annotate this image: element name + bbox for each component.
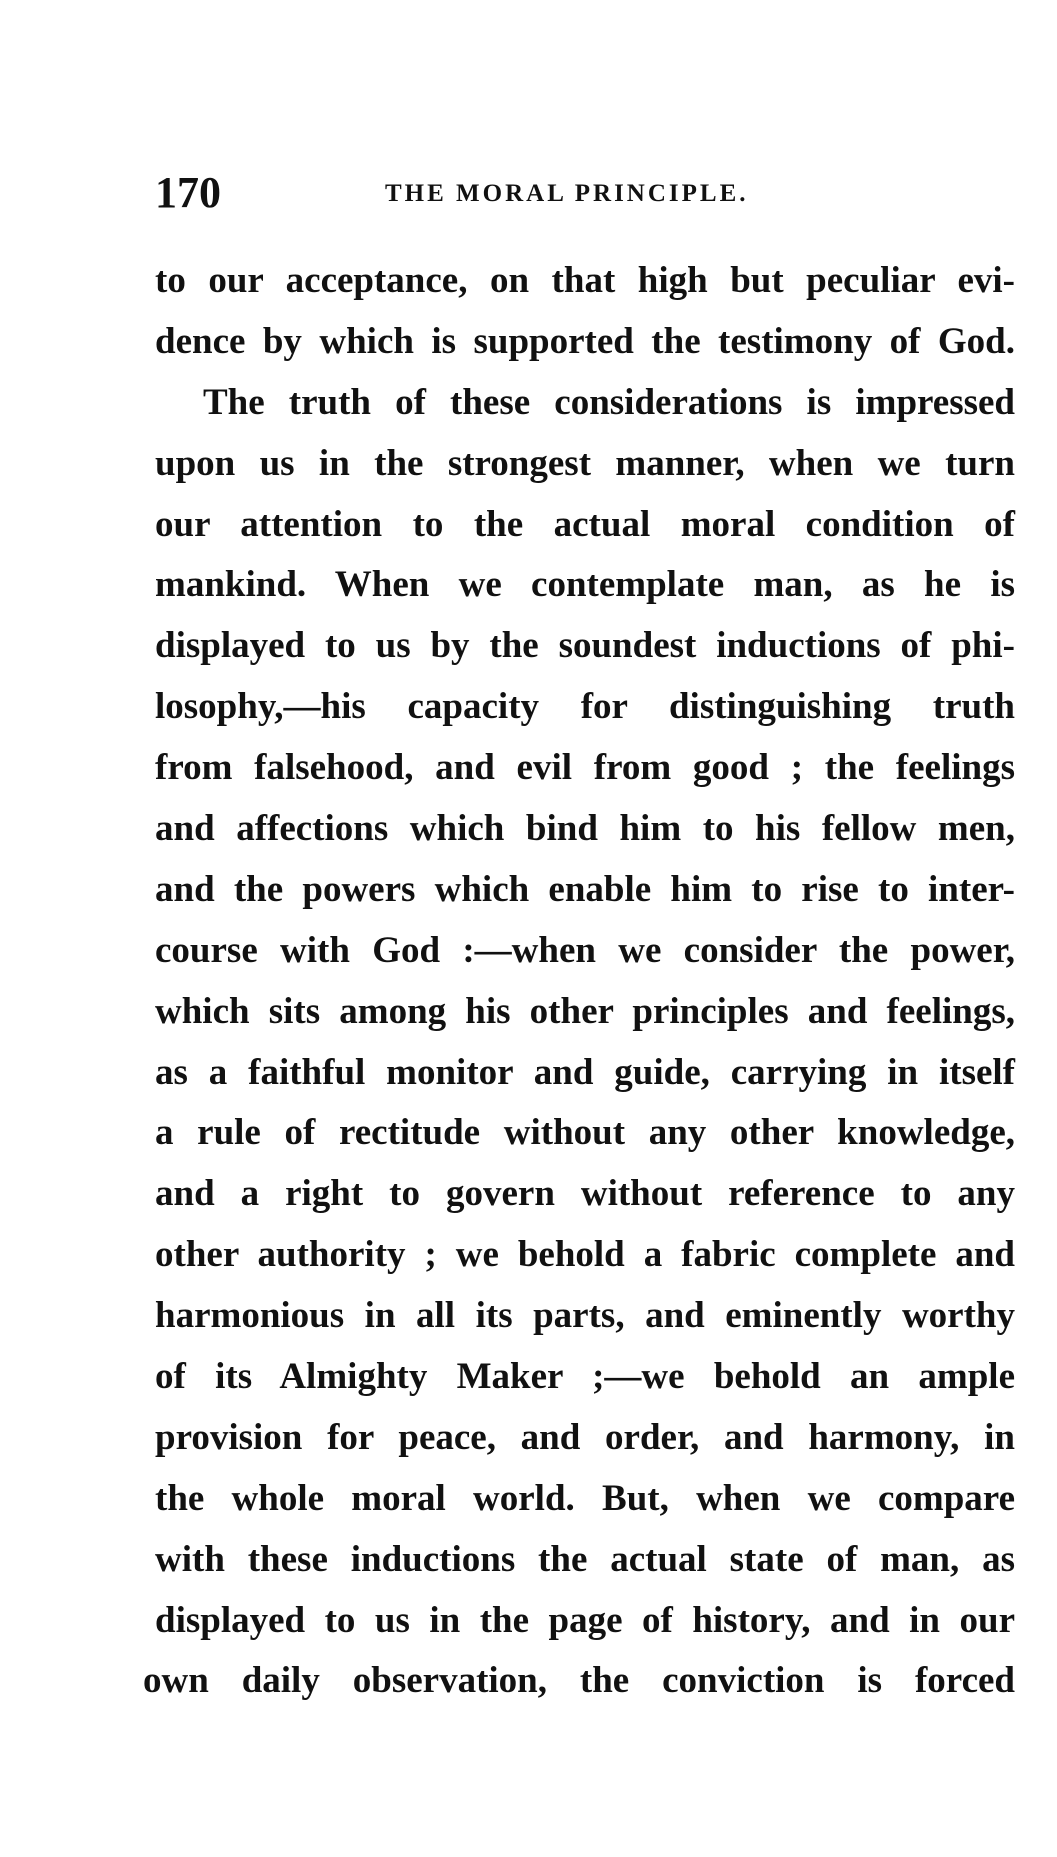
text-line: from falsehood, and evil from good ; the feelings	[155, 747, 1015, 789]
text-line: own daily observation, the conviction is forced	[143, 1660, 1015, 1702]
text-line: course with God :—when we consider the power,	[155, 929, 1015, 971]
text-line: harmonious in all its parts, and eminently worthy	[155, 1295, 1015, 1337]
text-line: to our acceptance, on that high but peculiar evi-	[155, 260, 1015, 301]
page-number: 170	[155, 168, 221, 217]
text-line: the whole moral world. But, when we compare	[155, 1477, 1015, 1519]
text-line: dence by which is supported the testimony of God.	[155, 320, 1015, 362]
text-line: displayed to us by the soundest inductions of phi-	[155, 625, 1015, 667]
text-line: upon us in the strongest manner, when we turn	[155, 442, 1015, 484]
text-line: and the powers which enable him to rise to inter-	[155, 868, 1015, 910]
text-line: which sits among his other principles and feelings,	[155, 990, 1015, 1032]
running-head	[155, 168, 1015, 218]
text-line: with these inductions the actual state of man, as	[155, 1538, 1015, 1580]
text-line: losophy,—his capacity for distinguishing truth	[155, 686, 1015, 728]
text-line: and a right to govern without reference to any	[155, 1173, 1015, 1215]
text-line: of its Almighty Maker ;—we behold an ample	[155, 1356, 1015, 1398]
text-line: our attention to the actual moral condition of	[155, 503, 1015, 545]
text-line: mankind. When we contemplate man, as he is	[155, 564, 1015, 606]
text-line: and affections which bind him to his fellow men,	[155, 808, 1015, 850]
text-line: displayed to us in the page of history, and in our	[155, 1599, 1015, 1641]
text-line: provision for peace, and order, and harmony, in	[155, 1416, 1015, 1458]
running-title: THE MORAL PRINCIPLE.	[385, 180, 749, 207]
body-text	[143, 251, 1015, 1712]
text-line: other authority ; we behold a fabric complete and	[155, 1234, 1015, 1276]
paragraph-first-line: The truth of these considerations is impressed	[203, 381, 1015, 423]
text-line: a rule of rectitude without any other knowledge,	[155, 1112, 1015, 1154]
text-line: as a faithful monitor and guide, carrying in itself	[155, 1051, 1015, 1093]
